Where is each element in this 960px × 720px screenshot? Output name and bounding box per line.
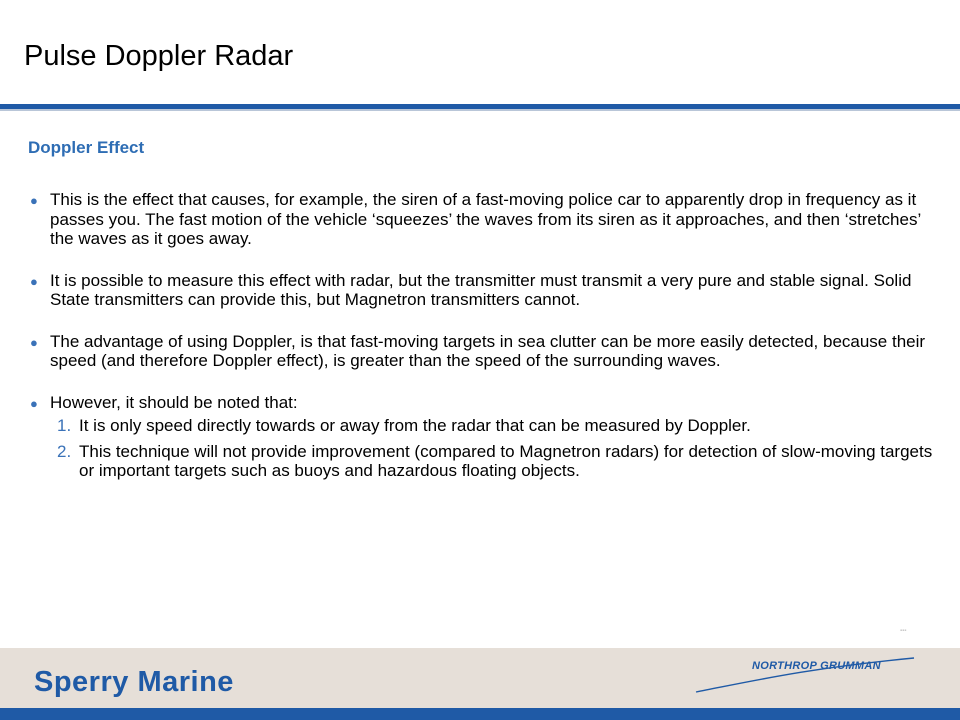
bullet-icon: ● [30, 193, 38, 208]
slide-title: Pulse Doppler Radar [24, 40, 294, 72]
northrop-grumman-logo [688, 652, 920, 696]
northrop-grumman-wordmark: NORTHROP GRUMMAN [752, 660, 881, 672]
section-heading: Doppler Effect [28, 138, 145, 157]
page-mark: ▪▪▪ [900, 628, 907, 634]
item-number: 2. [57, 441, 72, 461]
brand-logo-text: Sperry Marine [34, 666, 234, 698]
bullet-item [28, 190, 948, 249]
numbered-item-text: It is only speed directly towards or away from the radar that can be measured by Doppler. [79, 416, 751, 435]
item-number: 1. [57, 416, 72, 435]
bullet-item [28, 393, 948, 481]
bullet-text: The advantage of using Doppler, is that fast-moving targets in sea clutter can be more easily detected, because their speed (and therefore Doppler effect), is greater than the speed of the surrounding waves. [50, 331, 926, 370]
numbered-item-text: This technique will not provide improvement (compared to Magnetron radars) for detection of slow-moving targets or important targets such as buoys and hazardous floating objects. [79, 441, 933, 480]
bullet-item [28, 332, 948, 371]
numbered-item [50, 442, 948, 481]
bullet-text: This is the effect that causes, for example, the siren of a fast-moving police car to apparently drop in frequency as it passes you. The fast motion of the vehicle ‘squeezes’ the waves from its siren as it approaches, and then ‘stretches’ the waves as it goes away. [50, 190, 921, 248]
bullet-text: However, it should be noted that: [50, 392, 298, 412]
bullet-icon: ● [30, 395, 38, 411]
bullet-text: It is possible to measure this effect with radar, but the transmitter must transmit a very pure and stable signal. Solid State transmitters can provide this, but Magnetron transmitters cannot. [50, 270, 912, 309]
bullet-item [28, 271, 948, 310]
bullet-icon: ● [30, 273, 38, 289]
numbered-list [50, 416, 948, 481]
bullet-list [28, 190, 948, 503]
footer-bar [0, 708, 960, 720]
title-divider-shadow [0, 109, 960, 111]
bullet-icon: ● [30, 334, 38, 350]
numbered-item [50, 416, 948, 436]
